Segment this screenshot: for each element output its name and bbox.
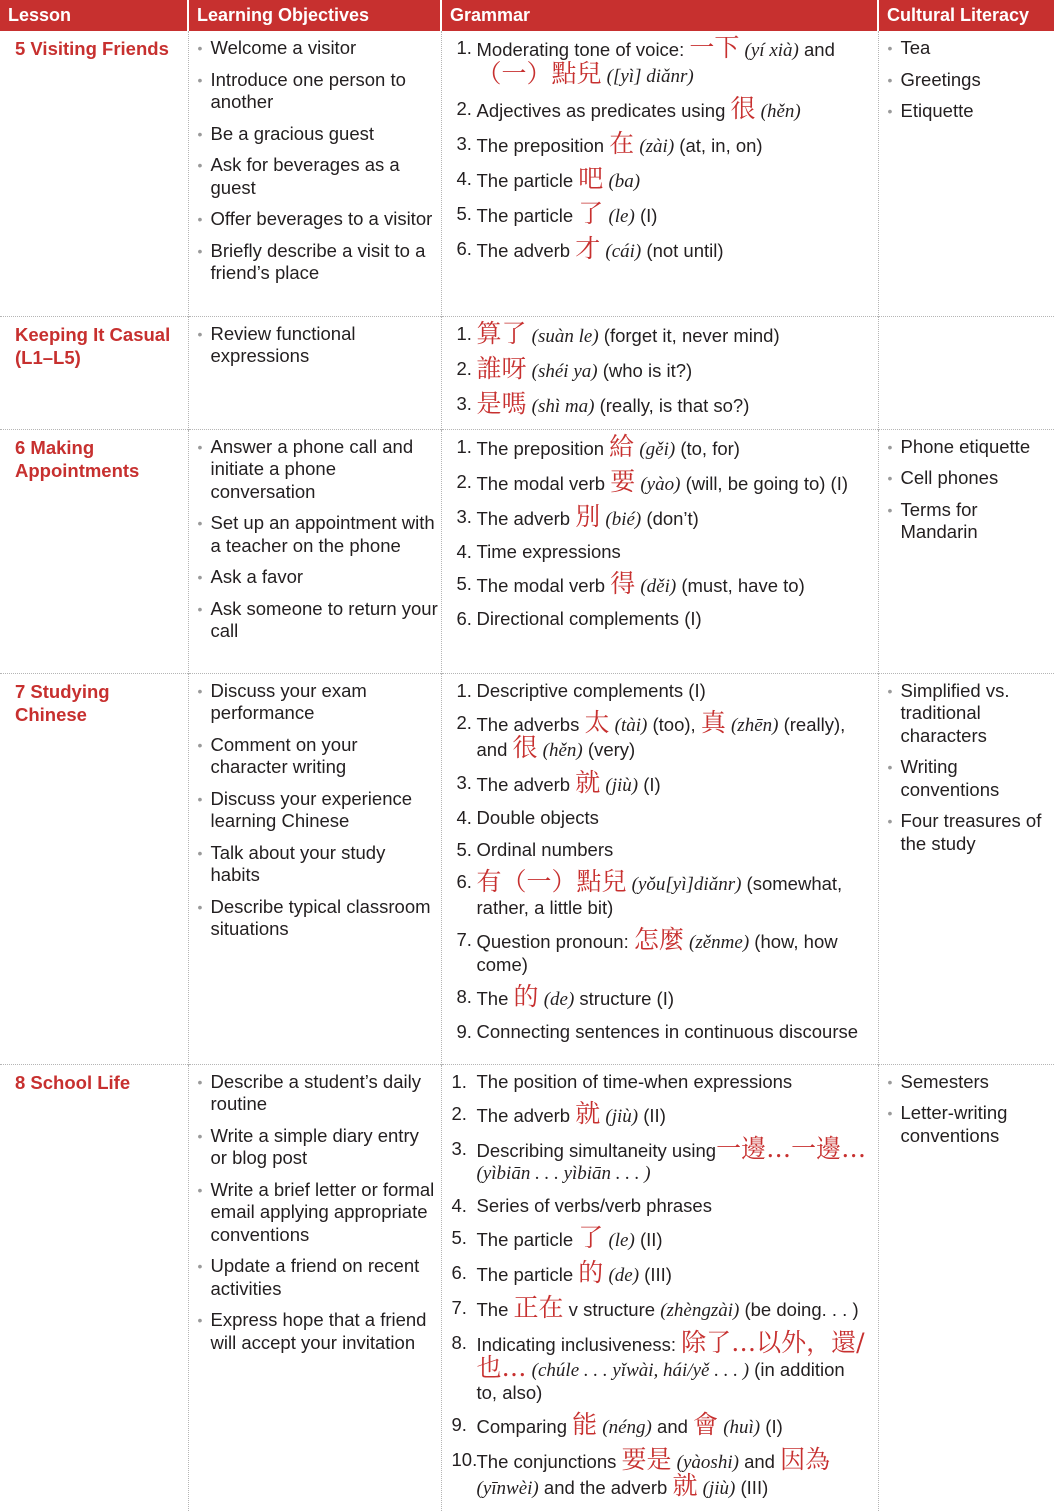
- grammar-item: [443, 1328, 874, 1405]
- grammar-number: 1.: [456, 679, 472, 701]
- pinyin: (jiù): [605, 775, 639, 796]
- objectives-cell: [188, 31, 441, 316]
- grammar-cell: [441, 673, 878, 1064]
- chinese-characters: 給: [609, 431, 635, 461]
- chinese-characters: 太: [584, 707, 610, 737]
- pinyin: (děi): [640, 575, 677, 597]
- grammar-number: 7.: [456, 928, 472, 950]
- chinese-characters: 了: [578, 198, 604, 228]
- pinyin: (zěnme): [689, 931, 750, 953]
- pinyin: (yǒu[yì]diǎnr): [631, 874, 742, 895]
- grammar-text: (be doing. . . ): [739, 1299, 859, 1320]
- grammar-text: (not until): [641, 239, 724, 261]
- chinese-characters: 才: [575, 233, 601, 263]
- objective-item: • Ask someone to return your call: [190, 598, 440, 643]
- table-row: [0, 429, 1054, 673]
- cultural-list: [880, 1066, 1054, 1148]
- grammar-text: (III): [639, 1264, 672, 1285]
- objective-item: • Write a simple diary entry or blog post: [190, 1125, 440, 1170]
- objectives-cell: [188, 1064, 441, 1511]
- grammar-item: [443, 501, 874, 532]
- grammar-list: [443, 32, 874, 263]
- grammar-number: 5.: [451, 1227, 467, 1248]
- chinese-characters: 正在: [513, 1293, 564, 1322]
- objective-item: • Describe typical classroom situations: [190, 896, 440, 941]
- grammar-item: [443, 318, 874, 349]
- grammar-item: [443, 680, 874, 703]
- grammar-item: [443, 388, 874, 419]
- grammar-text: Ordinal numbers: [476, 839, 614, 860]
- grammar-number: 8.: [451, 1332, 467, 1353]
- table-row: [0, 316, 1054, 429]
- grammar-item: [443, 1258, 874, 1288]
- pinyin: (de): [543, 989, 575, 1010]
- cultural-cell: [878, 316, 1054, 429]
- cultural-item: • Greetings: [880, 69, 1054, 92]
- table-row: [0, 1064, 1054, 1511]
- grammar-text: and: [738, 1451, 781, 1472]
- cultural-item: • Phone etiquette: [880, 436, 1054, 459]
- grammar-item: [443, 707, 874, 763]
- lesson-title: 8 School Life: [0, 1064, 188, 1511]
- grammar-item: [443, 924, 874, 977]
- grammar-text: The modal verb: [476, 472, 611, 494]
- pinyin: (de): [608, 1265, 640, 1286]
- grammar-number: 2.: [456, 470, 472, 492]
- chinese-characters: 很: [512, 733, 538, 762]
- grammar-text: The particle: [476, 1229, 579, 1250]
- chinese-characters: 就: [575, 1098, 601, 1128]
- grammar-text: Directional complements (I): [476, 607, 702, 629]
- header-grammar: Grammar: [441, 0, 878, 31]
- cultural-cell: [878, 31, 1054, 316]
- grammar-text: and the adverb: [538, 1476, 673, 1498]
- grammar-text: The: [476, 1299, 514, 1320]
- pinyin: (chúle . . . yǐwài, hái/yě . . . ): [531, 1359, 750, 1381]
- grammar-text: The adverb: [476, 774, 576, 795]
- grammar-text: The adverbs: [476, 713, 585, 735]
- grammar-number: 4.: [451, 1195, 467, 1216]
- grammar-text: (too),: [647, 713, 701, 735]
- grammar-item: [443, 353, 874, 384]
- grammar-text: The conjunctions: [476, 1451, 622, 1472]
- grammar-number: 6.: [456, 871, 472, 892]
- grammar-item: [443, 568, 874, 599]
- grammar-text: Adjectives as predicates using: [476, 99, 731, 121]
- grammar-text: The preposition: [476, 437, 610, 459]
- cultural-item: • Writing conventions: [880, 756, 1054, 801]
- chinese-characters: 一邊…一邊…: [716, 1133, 867, 1163]
- grammar-text: (how, how come): [476, 930, 838, 975]
- grammar-item: [443, 466, 874, 497]
- chinese-characters: 就: [575, 768, 601, 797]
- grammar-text: The particle: [476, 204, 579, 226]
- grammar-number: 6.: [456, 607, 472, 629]
- pinyin: (zài): [639, 135, 675, 157]
- pinyin: (néng): [602, 1417, 652, 1438]
- cultural-item: • Cell phones: [880, 467, 1054, 490]
- grammar-text: The modal verb: [476, 574, 611, 596]
- grammar-number: 6.: [456, 237, 472, 259]
- objective-item: • Introduce one person to another: [190, 69, 440, 114]
- grammar-number: 9.: [451, 1414, 467, 1435]
- objectives-list: [190, 1066, 440, 1355]
- grammar-item: [443, 1133, 874, 1186]
- grammar-text: (I): [760, 1416, 783, 1437]
- grammar-item: [443, 233, 874, 264]
- pinyin: (gěi): [639, 438, 676, 460]
- grammar-text: Series of verbs/verb phrases: [476, 1195, 712, 1216]
- grammar-text: (in addition to, also): [476, 1358, 845, 1403]
- pinyin: (ba): [608, 170, 641, 192]
- grammar-item: [443, 1410, 874, 1440]
- grammar-number: 8.: [456, 986, 472, 1007]
- grammar-number: 3.: [451, 1137, 467, 1159]
- cultural-cell: [878, 1064, 1054, 1511]
- chinese-characters: 吧: [578, 163, 604, 193]
- grammar-text: and: [651, 1416, 694, 1437]
- grammar-item: [443, 33, 874, 88]
- lesson-title: 5 Visiting Friends: [15, 38, 169, 59]
- grammar-number: 1.: [451, 1070, 467, 1092]
- objectives-cell: [188, 429, 441, 673]
- grammar-number: 3.: [456, 132, 472, 154]
- chinese-characters: 怎麼: [633, 924, 684, 954]
- pinyin: ([yì] diǎnr): [606, 65, 694, 87]
- grammar-text: (don’t): [641, 507, 699, 529]
- pinyin: (suàn le): [531, 325, 599, 347]
- pinyin: (le): [608, 205, 635, 227]
- grammar-text: (somewhat, rather, a little bit): [476, 873, 843, 918]
- grammar-item: [443, 768, 874, 798]
- grammar-number: 5.: [456, 572, 472, 594]
- grammar-text: (III): [735, 1476, 769, 1498]
- cultural-list: [880, 431, 1054, 544]
- grammar-number: 2.: [451, 1102, 467, 1124]
- chinese-characters: 得: [610, 568, 636, 598]
- grammar-cell: [441, 316, 878, 429]
- grammar-text: Comparing: [476, 1416, 573, 1437]
- grammar-number: 4.: [456, 540, 472, 562]
- objective-item: • Welcome a visitor: [190, 37, 440, 60]
- grammar-number: 2.: [456, 711, 472, 733]
- grammar-text: The adverb: [476, 1104, 576, 1126]
- pinyin: (shì ma): [531, 395, 595, 417]
- chinese-characters: 就: [672, 1470, 698, 1500]
- objective-item: • Offer beverages to a visitor: [190, 208, 440, 231]
- grammar-item: [443, 541, 874, 564]
- grammar-text: Connecting sentences in continuous discourse: [476, 1021, 859, 1042]
- grammar-item: [443, 163, 874, 194]
- grammar-text: Time expressions: [476, 540, 621, 562]
- table-row: [0, 673, 1054, 1064]
- grammar-item: [443, 1293, 874, 1323]
- grammar-number: 2.: [456, 357, 472, 379]
- chinese-characters: 真: [700, 707, 726, 737]
- grammar-text: (forget it, never mind): [598, 324, 780, 346]
- pinyin: (jiù): [702, 1477, 736, 1499]
- objective-item: • Express hope that a friend will accept your invitation: [190, 1309, 440, 1354]
- objectives-cell: [188, 316, 441, 429]
- grammar-number: 4.: [456, 167, 472, 189]
- grammar-list: [443, 675, 874, 1044]
- cultural-item: • Four treasures of the study: [880, 810, 1054, 855]
- cultural-cell: [878, 673, 1054, 1064]
- grammar-item: [443, 128, 874, 159]
- grammar-text: structure (I): [574, 988, 674, 1009]
- pinyin: (yīnwèi): [476, 1477, 539, 1499]
- grammar-item: [443, 1071, 874, 1094]
- grammar-item: [443, 982, 874, 1012]
- chinese-characters: 在: [609, 128, 635, 158]
- pinyin: (yí xià): [744, 40, 799, 61]
- header-learning-objectives: Learning Objectives: [188, 0, 441, 31]
- pinyin: (yào): [640, 473, 681, 495]
- objective-item: • Answer a phone call and initiate a phone conversation: [190, 436, 440, 504]
- header-row: [0, 0, 1054, 31]
- cultural-item: • Etiquette: [880, 100, 1054, 123]
- grammar-text: (I): [638, 774, 661, 795]
- chinese-characters: 的: [578, 1258, 604, 1287]
- grammar-number: 5.: [456, 202, 472, 224]
- grammar-number: 3.: [456, 772, 472, 793]
- chinese-characters: 能: [572, 1410, 598, 1439]
- grammar-list: [443, 318, 874, 419]
- cultural-item: • Simplified vs. traditional characters: [880, 680, 1054, 748]
- chinese-characters: 要: [610, 466, 636, 496]
- grammar-text: The preposition: [476, 134, 610, 156]
- objective-item: • Discuss your experience learning Chinese: [190, 788, 440, 833]
- grammar-cell: [441, 429, 878, 673]
- chinese-characters: 很: [730, 93, 756, 123]
- grammar-number: 10.: [451, 1449, 478, 1470]
- pinyin: (shéi ya): [531, 360, 598, 382]
- objective-item: • Briefly describe a visit to a friend’s place: [190, 240, 440, 285]
- grammar-text: Indicating inclusiveness:: [476, 1334, 682, 1355]
- header-cultural-literacy: Cultural Literacy: [878, 0, 1054, 31]
- chinese-characters: 算了: [476, 318, 527, 348]
- grammar-text: and: [798, 39, 835, 60]
- grammar-text: Double objects: [476, 807, 599, 828]
- grammar-item: [443, 1223, 874, 1253]
- objectives-cell: [188, 673, 441, 1064]
- grammar-text: Describing simultaneity using: [476, 1139, 717, 1161]
- objective-item: • Write a brief letter or formal email applying appropriate conventions: [190, 1179, 440, 1247]
- grammar-item: [443, 431, 874, 462]
- objective-item: • Comment on your character writing: [190, 734, 440, 779]
- grammar-text: (must, have to): [676, 574, 805, 596]
- grammar-item: [443, 198, 874, 229]
- grammar-item: [443, 1098, 874, 1129]
- grammar-text: (I): [634, 204, 658, 226]
- grammar-text: (who is it?): [597, 359, 693, 381]
- pinyin: (tài): [614, 714, 648, 736]
- grammar-item: [443, 93, 874, 124]
- grammar-text: Question pronoun:: [476, 930, 634, 952]
- grammar-number: 9.: [456, 1021, 472, 1042]
- grammar-item: [443, 1195, 874, 1218]
- pinyin: (zhēn): [730, 714, 779, 736]
- grammar-number: 1.: [456, 322, 472, 344]
- chinese-characters: 是嗎: [476, 388, 527, 418]
- objectives-list: [190, 318, 440, 368]
- grammar-list: [443, 431, 874, 631]
- pinyin: (yàoshi): [676, 1452, 739, 1473]
- pinyin: (jiù): [605, 1105, 639, 1127]
- grammar-number: 1.: [456, 435, 472, 457]
- chinese-characters: 有（一）點兒: [476, 867, 627, 896]
- grammar-number: 2.: [456, 97, 472, 119]
- chinese-characters: 會: [693, 1410, 719, 1439]
- chinese-characters: （一）點兒: [476, 58, 602, 88]
- grammar-item: [443, 839, 874, 862]
- grammar-text: The particle: [476, 1264, 579, 1285]
- chinese-characters: 除了…以外，還/也…: [476, 1328, 865, 1382]
- chinese-characters: 的: [513, 982, 539, 1011]
- objective-item: • Update a friend on recent activities: [190, 1255, 440, 1300]
- cultural-cell: [878, 429, 1054, 673]
- grammar-text: (to, for): [675, 437, 740, 459]
- pinyin: (le): [608, 1230, 635, 1251]
- grammar-number: 5.: [456, 839, 472, 860]
- grammar-number: 4.: [456, 807, 472, 828]
- grammar-list: [443, 1066, 874, 1501]
- grammar-text: The adverb: [476, 239, 576, 261]
- cultural-item: • Semesters: [880, 1071, 1054, 1094]
- grammar-text: (II): [638, 1104, 666, 1126]
- grammar-item: [443, 1021, 874, 1044]
- objectives-list: [190, 431, 440, 643]
- grammar-number: 1.: [456, 37, 472, 58]
- grammar-item: [443, 1445, 874, 1500]
- objective-item: • Review functional expressions: [190, 323, 440, 368]
- chinese-characters: 誰呀: [476, 353, 527, 383]
- grammar-text: (really), and: [476, 713, 846, 760]
- pinyin: (hěn): [542, 740, 583, 761]
- grammar-text: Moderating tone of voice:: [476, 39, 690, 60]
- chinese-characters: 了: [578, 1223, 604, 1252]
- pinyin: (huì): [723, 1417, 761, 1438]
- chinese-characters: 因為: [780, 1445, 831, 1474]
- grammar-text: (very): [582, 739, 636, 760]
- grammar-number: 6.: [451, 1262, 467, 1283]
- grammar-text: (will, be going to) (I): [680, 472, 849, 494]
- grammar-item: [443, 608, 874, 631]
- grammar-text: (II): [634, 1229, 663, 1250]
- grammar-number: 7.: [451, 1297, 467, 1318]
- objective-item: • Describe a student’s daily routine: [190, 1071, 440, 1116]
- objective-item: • Talk about your study habits: [190, 842, 440, 887]
- cultural-list: [880, 675, 1054, 856]
- objective-item: • Discuss your exam performance: [190, 680, 440, 725]
- grammar-text: The position of time-when expressions: [476, 1070, 793, 1092]
- grammar-text: (really, is that so?): [594, 394, 750, 416]
- objectives-list: [190, 675, 440, 941]
- objective-item: • Ask a favor: [190, 566, 440, 589]
- lesson-title: Keeping It Casual (L1–L5): [0, 316, 188, 429]
- grammar-item: [443, 807, 874, 830]
- objective-item: • Be a gracious guest: [190, 123, 440, 146]
- objective-item: • Set up an appointment with a teacher on the phone: [190, 512, 440, 557]
- table-body: [0, 31, 1054, 1511]
- grammar-text: The adverb: [476, 507, 576, 529]
- grammar-number: 3.: [456, 505, 472, 527]
- objective-item: • Ask for beverages as a guest: [190, 154, 440, 199]
- grammar-text: (at, in, on): [674, 134, 763, 156]
- grammar-number: 3.: [456, 392, 472, 414]
- grammar-text: Descriptive complements (I): [476, 679, 706, 701]
- pinyin: (cái): [605, 240, 642, 262]
- pinyin: (bié): [605, 508, 642, 530]
- chinese-characters: 一下: [689, 33, 740, 62]
- chinese-characters: 別: [575, 501, 601, 531]
- pinyin: (yìbiān . . . yìbiān . . . ): [476, 1163, 651, 1184]
- grammar-text: The: [476, 988, 514, 1009]
- cultural-item: • Tea: [880, 37, 1054, 60]
- lesson-title: 7 Studying Chinese: [0, 673, 188, 1064]
- lesson-title: 6 Making Appointments: [0, 429, 188, 673]
- grammar-cell: [441, 31, 878, 316]
- pinyin: (hěn): [760, 100, 801, 122]
- pinyin: (zhèngzài): [660, 1300, 740, 1321]
- grammar-text: The particle: [476, 169, 579, 191]
- objectives-list: [190, 32, 440, 285]
- grammar-cell: [441, 1064, 878, 1511]
- cultural-item: • Letter-writing conventions: [880, 1102, 1054, 1147]
- chinese-characters: 要是: [621, 1445, 672, 1474]
- cultural-item: • Terms for Mandarin: [880, 499, 1054, 544]
- grammar-item: [443, 867, 874, 919]
- header-lesson: Lesson: [0, 0, 188, 31]
- table-row: [0, 31, 1054, 316]
- cultural-list: [880, 32, 1054, 123]
- grammar-text: v structure: [563, 1299, 661, 1320]
